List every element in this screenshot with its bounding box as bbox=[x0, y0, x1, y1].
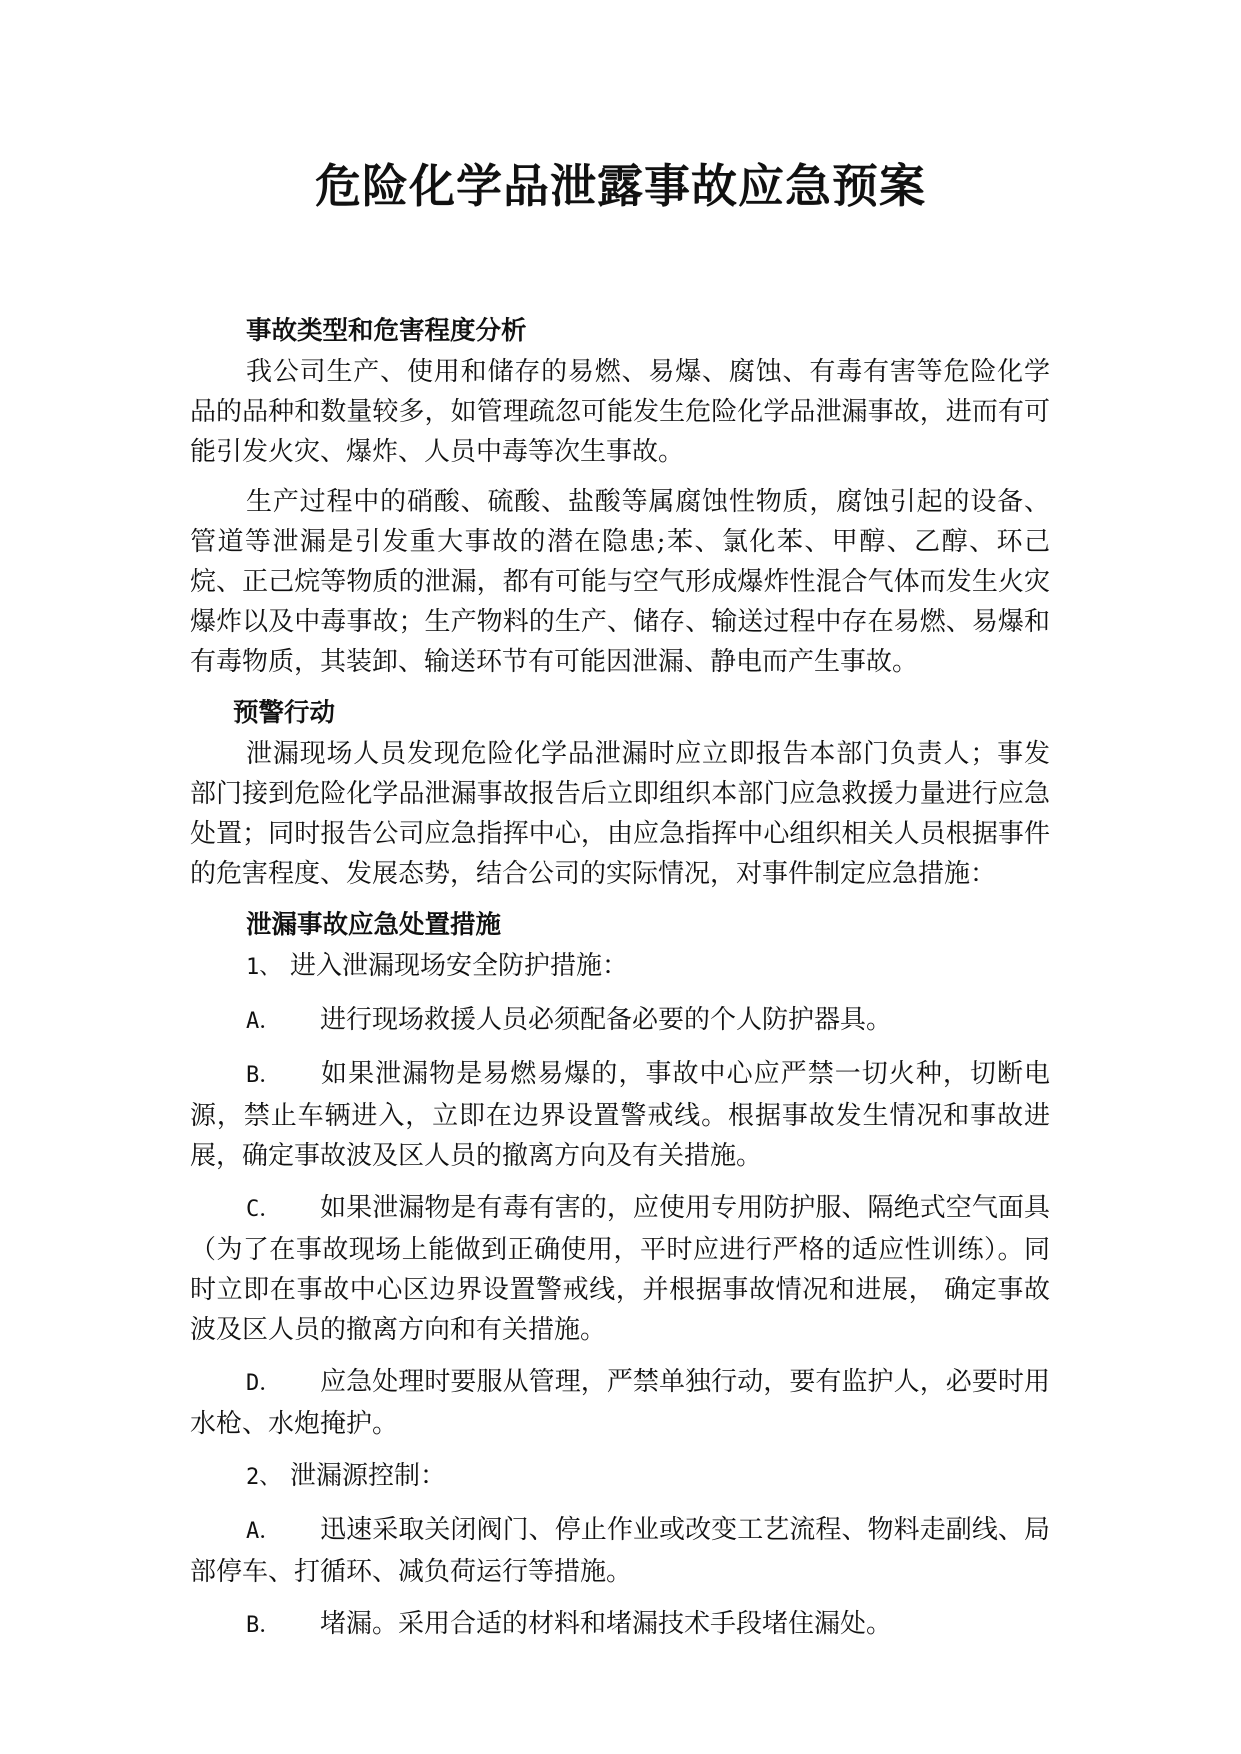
numbered-item bbox=[190, 946, 1050, 988]
item-marker: A． bbox=[246, 1009, 282, 1034]
item-text: 如果泄漏物是易燃易爆的，事故中心应严禁一切火种，切断电源，禁止车辆进入，立即在边界设置警戒线。根据事故发生情况和事故进展，确定事故波及区人员的撤离方向及有关措施。 bbox=[190, 1059, 1050, 1171]
item-text: 堵漏。采用合适的材料和堵漏技术手段堵住漏处。 bbox=[320, 1609, 893, 1639]
item-marker: B． bbox=[246, 1063, 282, 1088]
item-text: 泄漏源控制： bbox=[290, 1461, 447, 1491]
section-heading-hazard-analysis: 事故类型和危害程度分析 bbox=[246, 316, 527, 346]
list-item bbox=[190, 1000, 1050, 1042]
document-title: 危险化学品泄露事故应急预案 bbox=[315, 159, 926, 213]
item-number: 1、 bbox=[246, 955, 282, 980]
item-marker: C． bbox=[246, 1197, 282, 1222]
item-text: 进行现场救援人员必须配备必要的个人防护器具。 bbox=[320, 1005, 893, 1035]
paragraph: 生产过程中的硝酸、硫酸、盐酸等属腐蚀性物质，腐蚀引起的设备、管道等泄漏是引发重大事故的潜在隐患;苯、氯化苯、甲醇、乙醇、环己烷、正己烷等物质的泄漏，都有可能与空气形成爆炸性混合气体而发生火灾爆炸以及中毒事故；生产物料的生产、储存、输送过程中存在易燃、易爆和有毒物质，其装卸、输送环节有可能因泄漏、静电而产生事故。 bbox=[190, 487, 1050, 677]
list-item bbox=[190, 1054, 1050, 1176]
item-text: 如果泄漏物是有毒有害的，应使用专用防护服、隔绝式空气面具（为了在事故现场上能做到正确使用，平时应进行严格的适应性训练）。同时立即在事故中心区边界设置警戒线，并根据事故情况和进展， 确定事故波及区人员的撤离方向和有关措施。 bbox=[190, 1193, 1050, 1345]
item-marker: D． bbox=[246, 1371, 282, 1396]
list-item bbox=[190, 1510, 1050, 1592]
item-text: 迅速采取关闭阀门、停止作业或改变工艺流程、物料走副线、局部停车、打循环、减负荷运行等措施。 bbox=[190, 1515, 1050, 1587]
document-body bbox=[190, 310, 1050, 1658]
list-item bbox=[190, 1188, 1050, 1350]
item-number: 2、 bbox=[246, 1465, 282, 1490]
numbered-item bbox=[190, 1456, 1050, 1498]
list-item bbox=[190, 1604, 1050, 1646]
section-heading-early-warning: 预警行动 bbox=[233, 698, 336, 728]
item-marker: A． bbox=[246, 1519, 282, 1544]
section-heading-emergency-measures: 泄漏事故应急处置措施 bbox=[246, 910, 502, 940]
paragraph: 泄漏现场人员发现危险化学品泄漏时应立即报告本部门负责人；事发部门接到危险化学品泄漏事故报告后立即组织本部门应急救援力量进行应急处置；同时报告公司应急指挥中心，由应急指挥中心组织相关人员根据事件的危害程度、发展态势，结合公司的实际情况，对事件制定应急措施： bbox=[190, 739, 1050, 889]
list-item bbox=[190, 1362, 1050, 1444]
item-text: 进入泄漏现场安全防护措施： bbox=[290, 951, 629, 981]
item-marker: B． bbox=[246, 1613, 282, 1638]
item-text: 应急处理时要服从管理，严禁单独行动，要有监护人，必要时用水枪、水炮掩护。 bbox=[190, 1367, 1050, 1439]
paragraph: 我公司生产、使用和储存的易燃、易爆、腐蚀、有毒有害等危险化学品的品种和数量较多，如管理疏忽可能发生危险化学品泄漏事故，进而有可能引发火灾、爆炸、人员中毒等次生事故。 bbox=[190, 357, 1050, 467]
